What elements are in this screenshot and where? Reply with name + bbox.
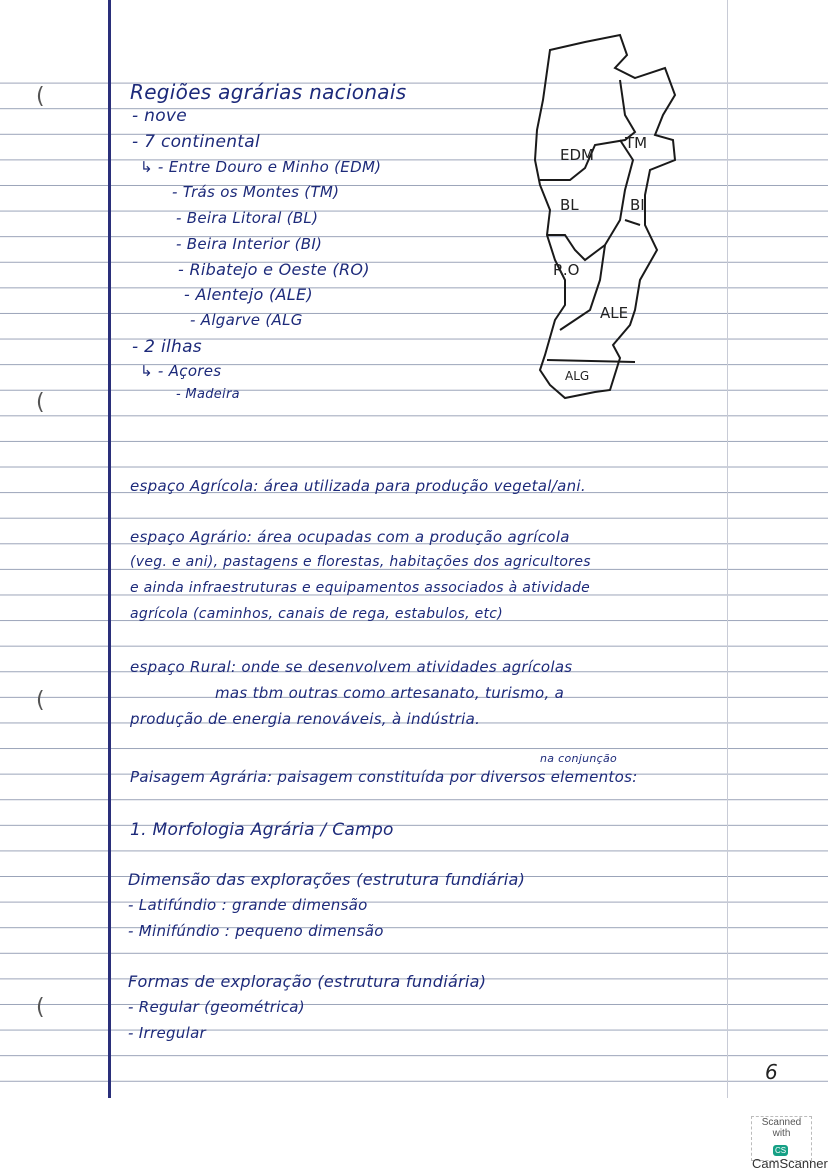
map-label-bl: BL bbox=[560, 196, 579, 214]
list-item: - Trás os Montes (TM) bbox=[172, 183, 340, 201]
map-label-edm: EDM bbox=[560, 146, 594, 164]
definition-line: (veg. e ani), pastagens e florestas, habitações dos agricultores bbox=[130, 554, 591, 570]
definition-paisagem-agraria: Paisagem Agrária: paisagem constituída por diversos elementos: bbox=[130, 768, 638, 786]
definition-espaco-agricola: espaço Agrícola: área utilizada para produção vegetal/ani. bbox=[130, 477, 586, 495]
definition-espaco-agrario: espaço Agrário: área ocupadas com a produção agrícola bbox=[130, 528, 570, 546]
margin-line bbox=[108, 0, 111, 1098]
camscanner-logo-icon: CS bbox=[774, 1146, 787, 1155]
map-label-bi: BI bbox=[630, 196, 645, 214]
insertion-note: na conjunção bbox=[540, 752, 618, 765]
subheading-dimensao: Dimensão das explorações (estrutura fundiária) bbox=[128, 870, 526, 889]
binder-hole-icon: ( bbox=[36, 84, 45, 109]
badge-caption: Scanned with bbox=[761, 1117, 802, 1139]
list-item: - Regular (geométrica) bbox=[128, 998, 305, 1016]
section-heading: 1. Morfologia Agrária / Campo bbox=[130, 820, 394, 840]
definition-line: mas tbm outras como artesanato, turismo, a bbox=[215, 684, 565, 702]
definition-line: agrícola (caminhos, canais de rega, estabulos, etc) bbox=[130, 606, 504, 622]
list-item: - Alentejo (ALE) bbox=[184, 285, 313, 304]
map-label-ro: R.O bbox=[553, 261, 580, 279]
list-item: - Beira Interior (BI) bbox=[176, 235, 323, 253]
camscanner-badge bbox=[751, 1116, 828, 1171]
list-item: - Ribatejo e Oeste (RO) bbox=[178, 260, 370, 279]
binder-hole-icon: ( bbox=[36, 688, 45, 713]
list-item: - 2 ilhas bbox=[132, 337, 202, 357]
badge-brand bbox=[752, 1141, 828, 1171]
map-label-alg: ALG bbox=[565, 369, 590, 383]
list-item: - Irregular bbox=[128, 1024, 207, 1042]
list-item: - Minifúndio : pequeno dimensão bbox=[128, 922, 384, 940]
list-item: - Beira Litoral (BL) bbox=[176, 209, 319, 227]
portugal-map-sketch bbox=[525, 20, 795, 415]
definition-line: produção de energia renováveis, à indústria. bbox=[130, 710, 481, 728]
list-item: ↳ - Açores bbox=[140, 362, 222, 380]
binder-hole-icon: ( bbox=[36, 390, 45, 415]
page-number: 6 bbox=[765, 1060, 778, 1084]
list-item: - Algarve (ALG bbox=[190, 311, 303, 329]
map-label-tm: TM bbox=[625, 134, 648, 152]
list-item: - Madeira bbox=[176, 387, 240, 402]
list-item: - 7 continental bbox=[132, 132, 260, 152]
binder-hole-icon: ( bbox=[36, 995, 45, 1020]
badge-brand-text: CamScanner bbox=[752, 1156, 828, 1171]
list-item: - nove bbox=[132, 106, 188, 126]
definition-espaco-rural: espaço Rural: onde se desenvolvem atividades agrícolas bbox=[130, 658, 573, 676]
definition-line: e ainda infraestruturas e equipamentos associados à atividade bbox=[130, 580, 591, 596]
subheading-formas: Formas de exploração (estrutura fundiária) bbox=[128, 972, 487, 991]
map-label-ale: ALE bbox=[600, 304, 629, 322]
list-item: ↳ - Entre Douro e Minho (EDM) bbox=[140, 158, 382, 176]
page-bottom bbox=[0, 1098, 828, 1171]
list-item: - Latifúndio : grande dimensão bbox=[128, 896, 368, 914]
page-title: Regiões agrárias nacionais bbox=[130, 80, 407, 104]
